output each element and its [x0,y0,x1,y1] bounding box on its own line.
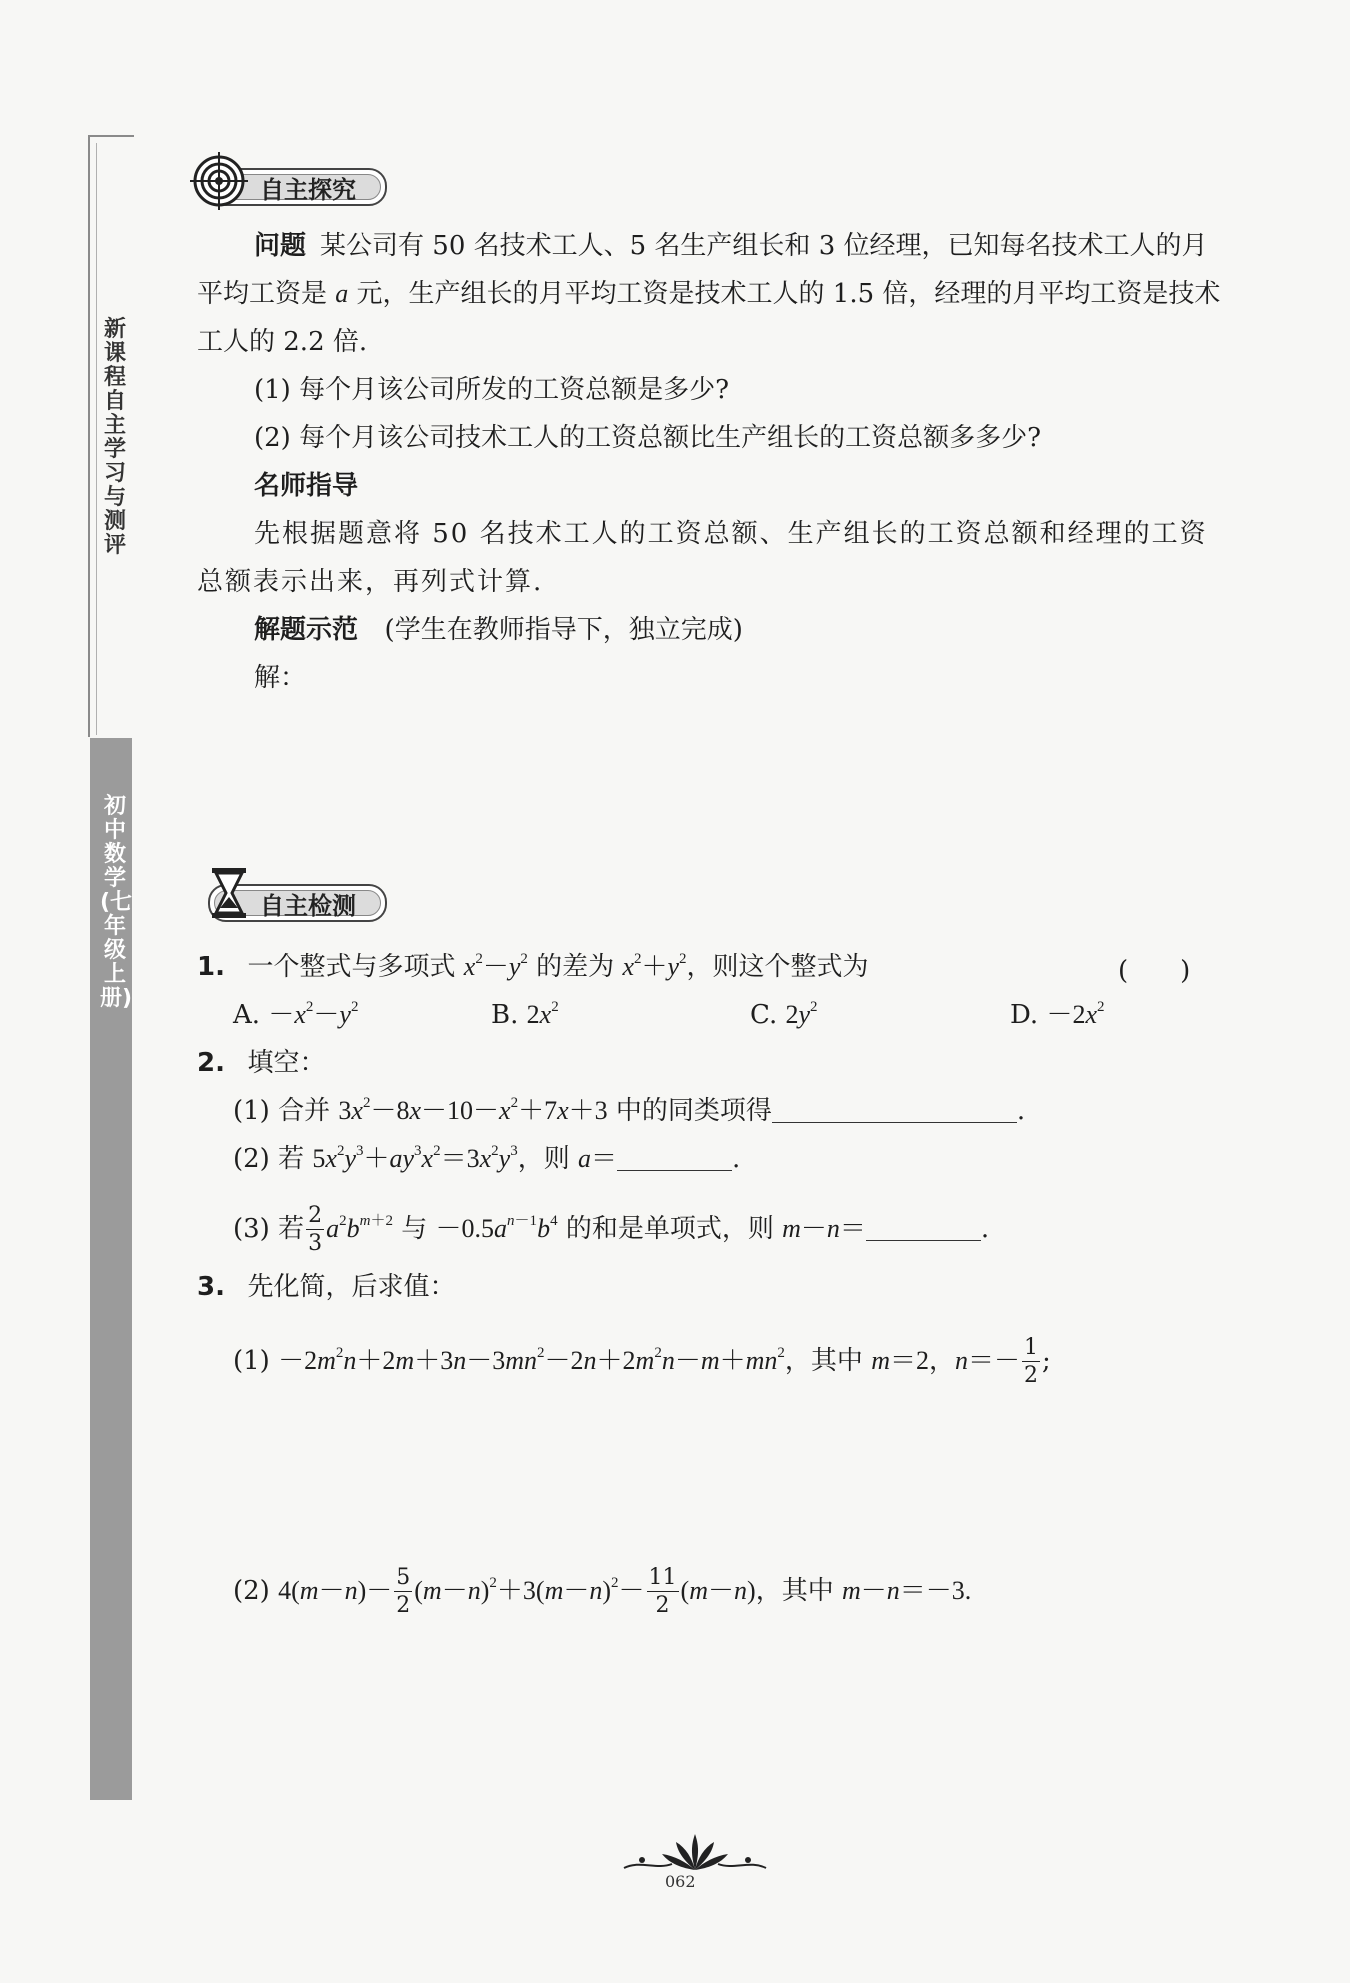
target-icon [190,152,248,210]
problem-text-1: 某公司有 50 名技术工人、5 名生产组长和 3 位经理，已知每名技术工人的月 [320,231,1208,261]
question-2-part-1: (1) 合并 $3x^2-8x-10-x^2+7x+3$ 中的同类项得 . [233,1095,1026,1126]
problem-line-3: 工人的 2.2 倍. [197,327,368,357]
option-d: D. $-2x^2$ [1010,999,1105,1030]
demo-line [254,613,743,647]
fraction: $\frac{5}{2}$ [396,1565,411,1618]
math-expression: $x^2-y^2$ [463,951,528,981]
question-3-part-2: (2) 4(m－n)－ $\frac{5}{2}$ $(m-n)^2+3(m-n)^2-$ $\frac{11}{2}$ (m－n)，其中 m－n＝－3. [233,1565,972,1618]
question-number: 3. [197,1272,225,1302]
math-expression: $-0.5a^{n-1}b^4$ [435,1213,558,1243]
section-header-explore [190,162,420,206]
question-number: 2. [197,1048,225,1078]
question-2: (2) 每个月该公司技术工人的工资总额比生产组长的工资总额多多少? [254,423,1042,453]
math-expression: $3x^2-8x-10-x^2+7x+3$ [338,1095,608,1125]
answer-parentheses: ( ) [1118,956,1191,986]
page-number: 062 [665,1872,696,1891]
demo-note: (学生在教师指导下，独立完成) [384,615,743,645]
question-2-part-2: (2) 若 $5x^2y^3+ay^3x^2=3x^2y^3$，则 a＝ . [233,1143,741,1174]
option-a: A. $-x^2-y^2$ [233,999,359,1030]
math-expression: $-x^2-y^2$ [268,999,359,1029]
check-question-3: 3. 先化简，后求值： [197,1272,456,1302]
section-title: 自主探究 [260,176,356,204]
question-2-part-3: (3) 若 $\frac{2}{3}$ $a^2b^{m+2}$ 与 $-0.5a^{n-1}b^4$ 的和是单项式，则 m－n＝ . [233,1203,990,1256]
fraction: $\frac{11}{2}$ [648,1565,677,1618]
check-question-1: 1. 一个整式与多项式 $x^2-y^2$ 的差为 $x^2+y^2$，则这个整式为 [197,951,869,982]
guide-line-1: 先根据题意将 50 名技术工人的工资总额、生产组长的工资总额和经理的工资 [254,519,1208,549]
option-b: B. $2x^2$ [491,999,559,1030]
demo-label: 解题示范 [254,615,359,645]
math-expression: $5x^2y^3+ay^3x^2=3x^2y^3$ [312,1143,518,1173]
math-expression: $a^2b^{m+2}$ [326,1213,393,1243]
math-expression: $-2m^2n+2m+3n-3mn^2-2n+2m^2n-m+mn^2$ [278,1345,785,1375]
math-expression: $-2x^2$ [1046,999,1105,1029]
answer-blank[interactable] [617,1144,732,1171]
side-label-subject: 初中数学(七年级上册) [100,794,133,1011]
question-3-part-1: $(1) -2m^2n+2m+3n-3mn^2-2n+2m^2n-m+mn^2$，其中 m＝2，n＝－ $\frac{1}{2}$ ; [233,1335,1051,1388]
question-1: (1) 每个月该公司所发的工资总额是多少? [254,375,730,405]
math-expression: 4(m－n)－ [278,1576,393,1605]
leaf-ornament-icon [620,1830,770,1874]
variable-a: a [335,279,349,308]
answer-blank[interactable] [772,1096,1017,1123]
answer-blank[interactable] [866,1214,981,1241]
math-expression: $2x^2$ [526,999,559,1029]
section-title: 自主检测 [260,892,356,920]
guide-label: 名师指导 [254,471,359,501]
math-expression: $x^2+y^2$ [622,951,687,981]
math-expression: $2y^2$ [785,999,818,1029]
problem-line-1 [254,229,1208,263]
guide-line-2: 总额表示出来，再列式计算. [197,567,544,597]
fraction: $\frac{2}{3}$ [308,1203,323,1256]
option-c: C. $2y^2$ [750,999,818,1030]
problem-label: 问题 [254,231,307,261]
section-header-check [190,878,420,922]
check-question-2: 2. 填空： [197,1048,326,1078]
solution-label: 解： [254,663,307,693]
question-number: 1. [197,952,225,982]
problem-line-2: 平均工资是 a 元，生产组长的月平均工资是技术工人的 1.5 倍，经理的月平均工资是技术 [197,279,1221,309]
fraction: $\frac{1}{2}$ [1024,1335,1039,1388]
side-label-book-title: 新课程自主学习与测评 [103,317,126,558]
hourglass-icon [202,864,260,922]
